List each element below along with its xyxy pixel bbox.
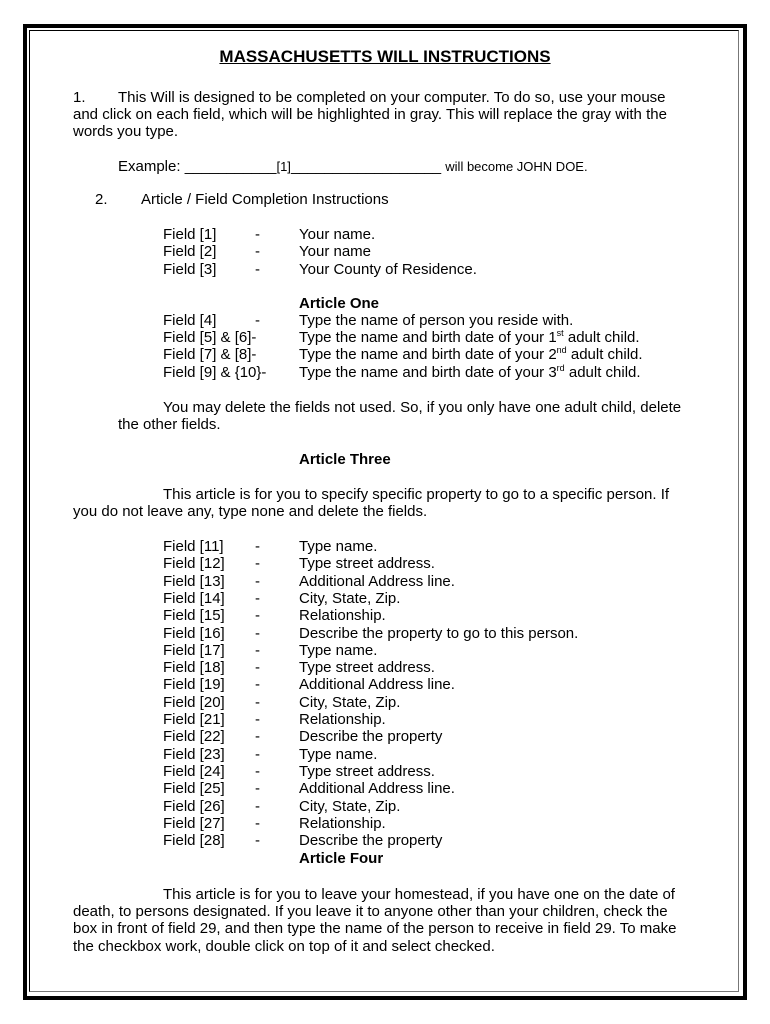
example-label: Example: ___________ [118, 158, 277, 175]
field-label: Field [7] & [8]- [163, 346, 257, 364]
field-label: Field [5] & [6]- [163, 329, 257, 346]
example-blank: __________________ [290, 158, 442, 175]
field-dash: - [255, 762, 260, 780]
field-row [163, 538, 723, 555]
field-row [163, 642, 723, 659]
field-dash: - [255, 676, 260, 694]
field-label: Field [26] [163, 797, 225, 815]
example-result: will become JOHN DOE. [445, 159, 588, 174]
article-one-note-line2: the other fields. [118, 416, 221, 433]
field-row [163, 261, 723, 278]
field-label: Field [1] [163, 226, 217, 243]
field-label: Field [17] [163, 641, 225, 659]
field-row [163, 312, 723, 329]
field-row [163, 746, 723, 763]
field-label: Field [21] [163, 711, 225, 728]
field-row [163, 555, 723, 572]
article-four-heading: Article Four [299, 850, 384, 867]
field-label: Field [4] [163, 312, 217, 329]
description-text: adult child. [563, 329, 640, 346]
section1-line2: and click on each field, which will be highlighted in gray. This will replace the gray with the [73, 106, 667, 123]
field-row [163, 364, 723, 381]
field-description [299, 364, 641, 381]
field-row [163, 832, 723, 849]
field-description: Your County of Residence. [299, 260, 477, 278]
field-label: Field [20] [163, 693, 225, 711]
field-row [163, 694, 723, 711]
field-row [163, 763, 723, 780]
field-row [163, 226, 723, 243]
field-label: Field [24] [163, 762, 225, 780]
article-three-para-line1: This article is for you to specify specific property to go to a specific person. If [163, 486, 670, 503]
field-description [299, 329, 640, 346]
field-description: Type name. [299, 538, 378, 555]
field-description: Additional Address line. [299, 572, 455, 590]
article-four-line2: death, to persons designated. If you leave it to anyone other than your children, check the [73, 903, 668, 920]
field-dash: - [255, 243, 260, 261]
field-dash: - [255, 572, 260, 590]
field-row [163, 573, 723, 590]
article-three-para-line2: you do not leave any, type none and delete the fields. [73, 503, 428, 520]
field-description: Additional Address line. [299, 780, 455, 798]
field-dash: - [255, 797, 260, 815]
field-dash: - [255, 711, 260, 728]
field-description: City, State, Zip. [299, 693, 401, 711]
field-row [163, 798, 723, 815]
field-dash: - [255, 260, 260, 278]
field-dash: - [255, 226, 260, 243]
article-one-note-line1: You may delete the fields not used. So, if you only have one adult child, delete [163, 399, 682, 416]
field-description: Describe the property to go to this person. [299, 624, 579, 642]
field-label: Field [15] [163, 607, 225, 625]
field-row [163, 728, 723, 745]
document-title: MASSACHUSETTS WILL INSTRUCTIONS [219, 47, 551, 66]
field-dash: - [255, 641, 260, 659]
article-four-line3: box in front of field 29, and then type the name of the person to receive in field 29. To make [73, 920, 677, 937]
section1-line3: words you type. [73, 123, 179, 140]
field-dash: - [255, 555, 260, 573]
article-three-heading: Article Three [299, 451, 391, 468]
field-row [163, 590, 723, 607]
field-dash: - [255, 728, 260, 746]
field-label: Field [9] & {10}- [163, 363, 267, 381]
field-dash: - [255, 589, 260, 607]
field-label: Field [25] [163, 780, 225, 798]
field-description: Describe the property [299, 728, 443, 746]
field-description: Describe the property [299, 832, 443, 850]
field-row [163, 329, 723, 346]
field-description: Your name [299, 243, 371, 261]
field-row [163, 780, 723, 797]
field-label: Field [19] [163, 676, 225, 694]
field-label: Field [18] [163, 659, 225, 677]
field-row [163, 676, 723, 693]
field-dash: - [255, 538, 260, 555]
article-four-line1: This article is for you to leave your homestead, if you have one on the date of [163, 886, 675, 903]
field-description: City, State, Zip. [299, 589, 401, 607]
field-row [163, 243, 723, 260]
field-description: Relationship. [299, 607, 386, 625]
field-description: Relationship. [299, 814, 386, 832]
ordinal-suffix: rd [556, 362, 565, 373]
field-label: Field [13] [163, 572, 225, 590]
description-text: Type the name and birth date of your 3 [299, 363, 557, 381]
field-row [163, 607, 723, 624]
field-label: Field [23] [163, 745, 225, 763]
field-dash: - [255, 607, 260, 625]
field-row [163, 659, 723, 676]
field-label: Field [27] [163, 814, 225, 832]
ordinal-suffix: nd [556, 345, 567, 356]
example-field: [1] [276, 159, 291, 174]
field-description: Type name. [299, 641, 378, 659]
description-text: Type the name and birth date of your 2 [299, 346, 557, 364]
field-description: Additional Address line. [299, 676, 455, 694]
field-row [163, 625, 723, 642]
field-dash: - [255, 659, 260, 677]
field-row [163, 815, 723, 832]
field-label: Field [11] [163, 538, 224, 555]
field-dash: - [255, 832, 260, 850]
field-description: Type street address. [299, 762, 435, 780]
example-line [118, 158, 588, 175]
description-text: adult child. [566, 346, 643, 364]
description-text: adult child. [564, 363, 641, 381]
field-description: City, State, Zip. [299, 797, 401, 815]
field-label: Field [16] [163, 624, 225, 642]
section2-heading: Article / Field Completion Instructions [141, 191, 389, 208]
field-dash: - [255, 624, 260, 642]
field-description: Type street address. [299, 659, 435, 677]
field-row [163, 346, 723, 363]
field-description: Type name. [299, 745, 378, 763]
field-dash: - [255, 745, 260, 763]
article-one-heading: Article One [299, 295, 380, 312]
field-label: Field [28] [163, 832, 225, 850]
section1-number: 1. [73, 89, 86, 106]
field-description: Your name. [299, 226, 376, 243]
field-label: Field [12] [163, 555, 225, 573]
field-description: Type street address. [299, 555, 435, 573]
section1-line1: This Will is designed to be completed on your computer. To do so, use your mouse [118, 89, 666, 106]
field-row [163, 711, 723, 728]
field-label: Field [22] [163, 728, 225, 746]
field-description: Relationship. [299, 711, 386, 728]
field-dash: - [255, 780, 260, 798]
field-description: Type the name of person you reside with. [299, 312, 574, 329]
article-four-line4: the checkbox work, double click on top of it and select checked. [73, 938, 495, 955]
section2-number: 2. [95, 191, 108, 208]
field-dash: - [255, 814, 260, 832]
field-label: Field [3] [163, 260, 217, 278]
ordinal-suffix: st [556, 328, 564, 338]
field-label: Field [14] [163, 589, 225, 607]
field-description [299, 346, 643, 363]
field-dash: - [255, 312, 260, 329]
description-text: Type the name and birth date of your 1 [299, 329, 557, 346]
field-label: Field [2] [163, 243, 217, 261]
field-dash: - [255, 693, 260, 711]
